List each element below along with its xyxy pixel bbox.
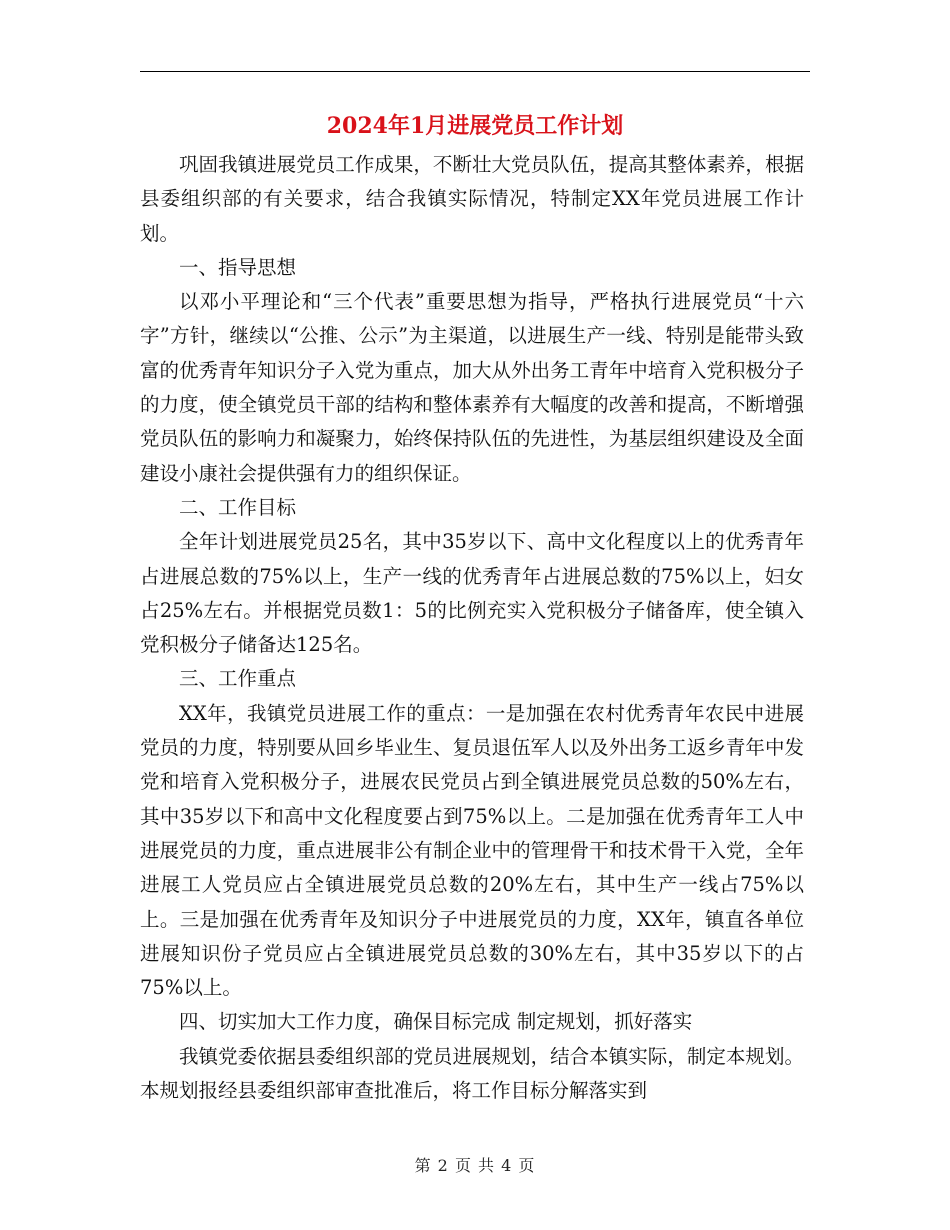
- section-heading-strengthen-efforts: 四、切实加大工作力度，确保目标完成 制定规划，抓好落实: [179, 1010, 693, 1034]
- section-heading-work-goals: 二、工作目标: [179, 495, 297, 519]
- document-body: [140, 148, 804, 1108]
- paragraph-intro: 巩固我镇进展党员工作成果，不断壮大党员队伍，提高其整体素养，根据县委组织部的有关要求，结合我镇实际情况，特制定XX年党员进展工作计划。: [140, 153, 804, 245]
- paragraph-guiding-thought: 以邓小平理论和“三个代表”重要思想为指导，严格执行进展党员“十六字”方针，继续以“公推、公示”为主渠道，以进展生产一线、特别是能带头致富的优秀青年知识分子入党为重点，加大从外出务工青年中培育入党积极分子的力度，使全镇党员干部的结构和整体素养有大幅度的改善和提高，不断增强党员队伍的影响力和凝聚力，始终保持队伍的先进性，为基层组织建设及全面建设小康社会提供强有力的组织保证。: [140, 290, 804, 485]
- header-rule: [140, 71, 810, 72]
- paragraph-planning: 我镇党委依据县委组织部的党员进展规划，结合本镇实际，制定本规划。本规划报经县委组织部审查批准后，将工作目标分解落实到: [140, 1044, 804, 1103]
- section-heading-work-focus: 三、工作重点: [179, 667, 297, 691]
- page-number-footer: 第 2 页 共 4 页: [414, 1156, 536, 1175]
- paragraph-work-focus: XX年，我镇党员进展工作的重点：一是加强在农村优秀青年农民中进展党员的力度，特别要从回乡毕业生、复员退伍军人以及外出务工返乡青年中发党和培育入党积极分子，进展农民党员占到全镇进展党员总数的50%左右，其中35岁以下和高中文化程度要占到75%以上。二是加强在优秀青年工人中进展党员的力度，重点进展非公有制企业中的管理骨干和技术骨干入党，全年进展工人党员应占全镇进展党员总数的20%左右，其中生产一线占75%以上。三是加强在优秀青年及知识分子中进展党员的力度，XX年，镇直各单位进展知识份子党员应占全镇进展党员总数的30%左右，其中35岁以下的占75%以上。: [140, 701, 804, 1000]
- paragraph-work-goals: 全年计划进展党员25名，其中35岁以下、高中文化程度以上的优秀青年占进展总数的75%以上，生产一线的优秀青年占进展总数的75%以上，妇女占25%左右。并根据党员数1：5的比例充实入党积极分子储备库，使全镇入党积极分子储备达125名。: [140, 530, 804, 657]
- section-heading-guiding-thought: 一、指导思想: [179, 255, 297, 279]
- document-title: 2024年1月进展党员工作计划: [326, 113, 624, 139]
